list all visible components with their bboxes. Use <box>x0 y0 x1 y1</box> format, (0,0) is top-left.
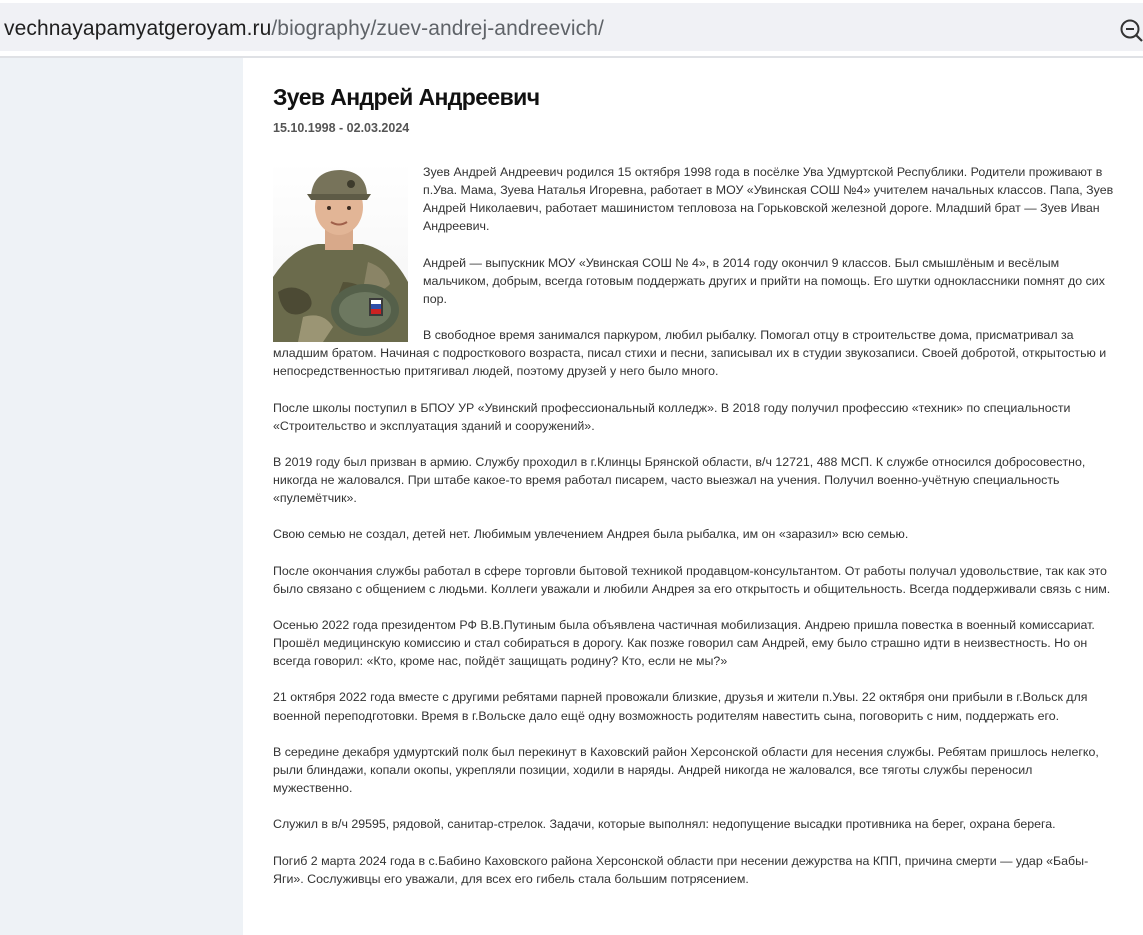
page-title: Зуев Андрей Андреевич <box>273 84 540 110</box>
url-text[interactable] <box>4 17 604 41</box>
bio-paragraph: В 2019 году был призван в армию. Службу проходил в г.Клинцы Брянской области, в/ч 12721, 488 МСП. К службе относился добросовестно, никогда не жаловался. При штабе какое-то время работал писарем, часто выезжал на учения. Получил военно-учётную специальность «пулемётчик». <box>273 454 1086 506</box>
zoom-out-icon[interactable] <box>1118 17 1143 43</box>
url-path: /biography/zuev-andrej-andreevich/ <box>271 17 604 40</box>
bio-paragraph: В свободное время занимался паркуром, любил рыбалку. Помогал отцу в строительстве дома, присматривал за младшим братом. Начиная с подросткового возраста, писал стихи и песни, записывал их в студии звукозаписи. Своей добротой, открытостью и непосредственностью притягивал людей, поэтому друзей у него было много. <box>273 328 1107 379</box>
browser-toolbar <box>0 0 1143 56</box>
bio-paragraph: После школы поступил в БПОУ УР «Увинский профессиональный колледж». В 2018 году получил профессию «техник» по специальности «Строительство и эксплуатация зданий и сооружений». <box>273 400 1071 433</box>
bio-paragraph: В середине декабря удмуртский полк был перекинут в Каховский район Херсонской области для несения службы. Ребятам пришлось нелегко, рыли блиндажи, копали окопы, укрепляли позиции, ходили в наряды. Андрей никогда не жаловался, все тяготы службы переносил мужественно. <box>273 744 1099 796</box>
bio-paragraph: Свою семью не создал, детей нет. Любимым увлечением Андрея была рыбалка, им он «заразил» всю семью. <box>273 527 909 542</box>
left-sidebar <box>0 58 243 935</box>
photo-spacer <box>273 163 423 328</box>
bio-paragraph: Погиб 2 марта 2024 года в с.Бабино Каховского района Херсонской области при несении дежурства на КПП, причина смерти — удар «Бабы-Яги». Сослуживцы его уважали, для всех его гибель стала большим потрясением. <box>273 853 1089 886</box>
bio-paragraph: 21 октября 2022 года вместе с другими ребятами парней провожали близкие, друзья и жители п.Увы. 22 октября они прибыли в г.Вольск для военной переподготовки. Время в г.Вольске дало ещё одну возможность родителям навестить сына, поговорить с ним, поддержать его. <box>273 690 1088 723</box>
bio-paragraph: После окончания службы работал в сфере торговли бытовой техникой продавцом-консультантом. От работы получал удовольствие, так как это было связано с общением с людьми. Коллеги уважали и любили Андрея за его открытость и общительность. Всегда поддерживали связь с ним. <box>273 563 1111 596</box>
bio-paragraph: Служил в в/ч 29595, рядовой, санитар-стрелок. Задачи, которые выполнял: недопущение высадки противника на берег, охрана берега. <box>273 817 1056 832</box>
address-bar[interactable] <box>0 3 1143 51</box>
url-host: vechnayapamyatgeroyam.ru <box>4 17 272 40</box>
biography-text <box>273 163 1115 906</box>
life-dates: 15.10.1998 - 02.03.2024 <box>273 121 410 135</box>
bio-paragraph: Зуев Андрей Андреевич родился 15 октября 1998 года в посёлке Ува Удмуртской Республики. Родители проживают в п.Ува. Мама, Зуева Наталья Игоревна, работает в МОУ «Увинская СОШ №4» учителем начальных классов. Папа, Зуев Андрей Николаевич, работает машинистом тепловоза на Горьковской железной дороге. Младший брат — Зуев Иван Андреевич. <box>423 165 1114 234</box>
bio-paragraph: Андрей — выпускник МОУ «Увинская СОШ № 4», в 2014 году окончил 9 классов. Был смышлёным и весёлым мальчиком, добрым, всегда готовым поддержать других и прийти на помощь. Его шутки одноклассники помнят до сих пор. <box>423 255 1105 306</box>
bio-paragraph: Осенью 2022 года президентом РФ В.В.Путиным была объявлена частичная мобилизация. Андрею пришла повестка в военный комиссариат. Прошёл медицинскую комиссию и стал собираться в дорогу. Как позже говорил сам Андрей, ему было страшно идти в неизвестность. Но он всегда говорил: «Кто, кроме нас, пойдёт защищать родину? Кто, если не мы?» <box>273 618 1095 669</box>
